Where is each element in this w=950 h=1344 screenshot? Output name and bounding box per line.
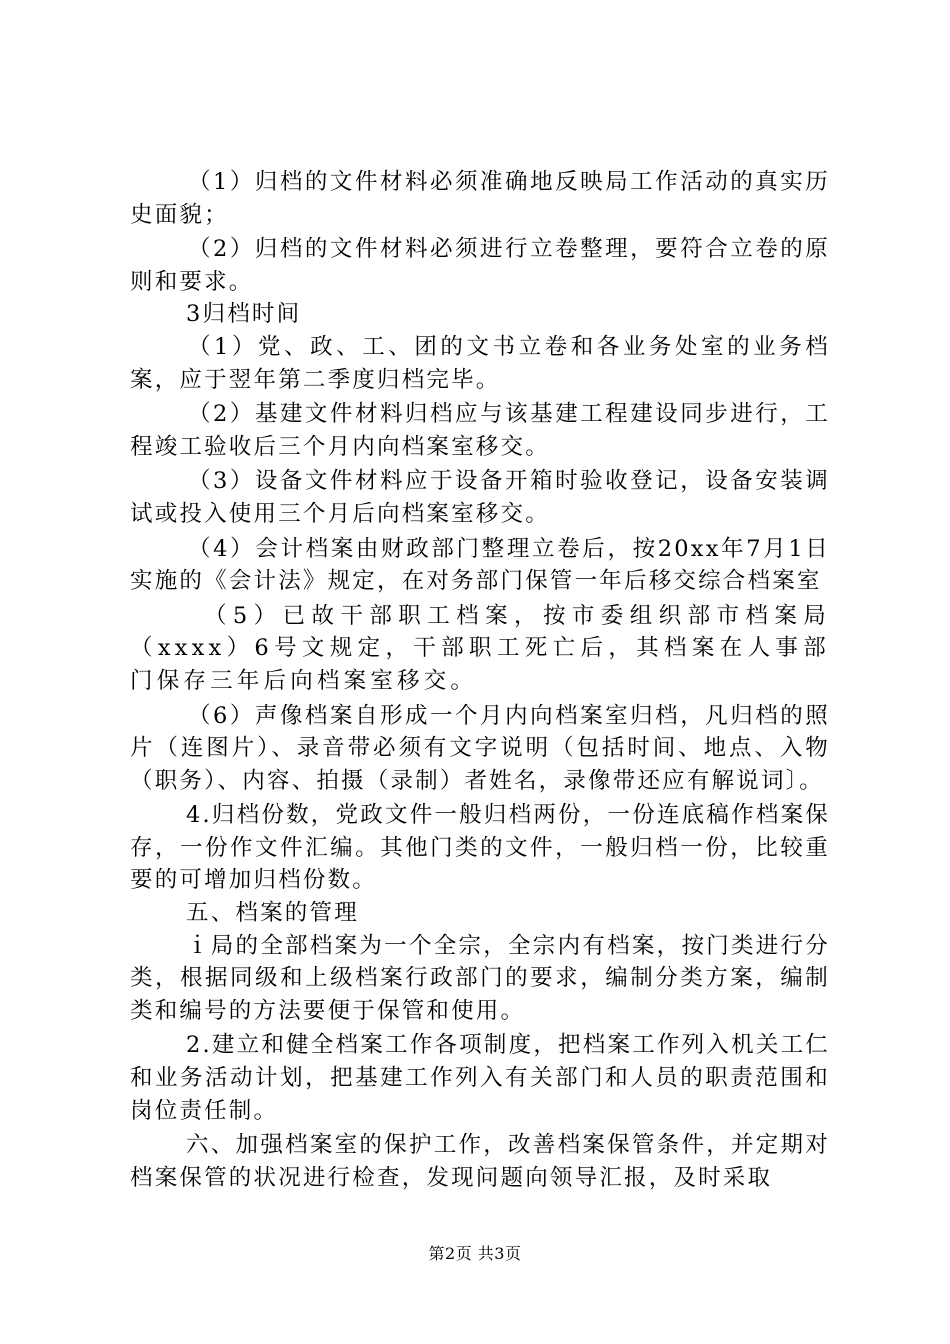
paragraph-archive-organization: （2）归档的文件材料必须进行立卷整理，要符合立卷的原则和要求。	[130, 236, 830, 295]
section-heading-archive-time: 3归档时间	[186, 301, 302, 328]
paragraph-time-audiovisual: （6）声像档案自形成一个月内向档案室归档，凡归档的照片（连图片）、录音带必须有文字说明（包括时间、地点、入物（职务）、内容、拍摄（录制）者姓名，录像带还应有解说词〕。	[130, 702, 830, 794]
paragraph-time-equipment: （3）设备文件材料应于设备开箱时验收登记，设备安装调试或投入使用三个月后向档案室移交。	[130, 468, 830, 527]
paragraph-time-personnel: （5）已故干部职工档案，按市委组织部市档案局（xxxx）6号文规定，干部职工死亡后，其档案在人事部门保存三年后向档案室移交。	[130, 602, 830, 694]
paragraph-time-construction: （2）基建文件材料归档应与该基建工程建设同步进行，工程竣工验收后三个月内向档案室移交。	[130, 401, 830, 460]
section-heading-archive-management: 五、档案的管理	[186, 900, 359, 927]
paragraph-management-fonds: ｉ局的全部档案为一个全宗，全宗内有档案，按门类进行分类，根据同级和上级档案行政部门的要求，编制分类方案，编制类和编号的方法要便于保管和使用。	[130, 932, 830, 1024]
paragraph-archive-copies: 4.归档份数，党政文件一般归档两份，一份连底稿作档案保存，一份作文件汇编。其他门类的文件，一般归档一份，比较重要的可增加归档份数。	[130, 802, 830, 894]
paragraph-archive-accuracy: （1）归档的文件材料必须准确地反映局工作活动的真实历史面貌；	[130, 169, 830, 228]
page-number-footer: 第2页 共3页	[428, 1244, 522, 1263]
paragraph-time-accounting: （4）会计档案由财政部门整理立卷后，按20xx年7月1日实施的《会计法》规定，在对务部门保管一年后移交综合档案室	[130, 535, 830, 595]
document-body	[130, 166, 830, 1194]
paragraph-management-rules: 2.建立和健全档案工作各项制度，把档案工作列入机关工仁和业务活动计划，把基建工作列入有关部门和人员的职责范围和岗位责任制。	[130, 1032, 830, 1124]
paragraph-time-party-docs: （1）党、政、工、团的文书立卷和各业务处室的业务档案，应于翌年第二季度归档完毕。	[130, 333, 830, 393]
paragraph-archive-protection: 六、加强档案室的保护工作，改善档案保管条件，并定期对档案保管的状况进行检查，发现问题向领导汇报，及时采取	[130, 1132, 830, 1191]
